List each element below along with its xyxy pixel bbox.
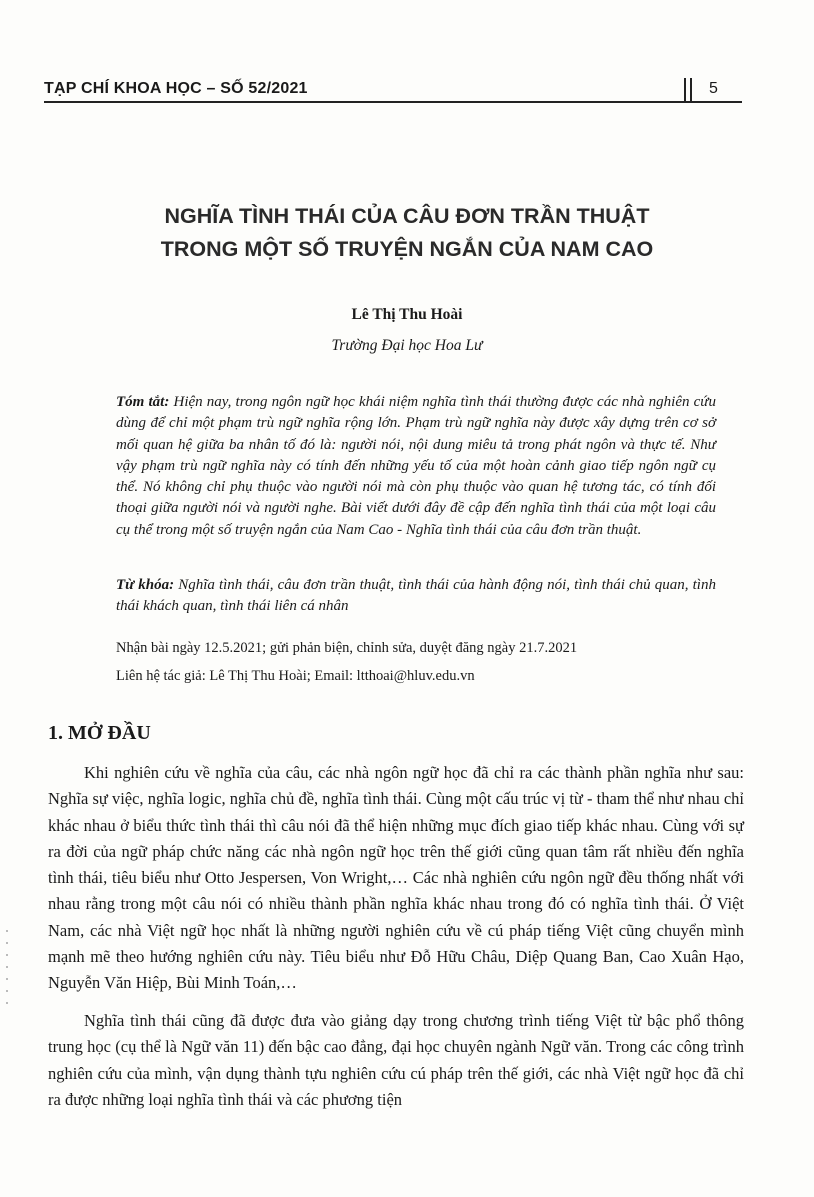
title-line-1: NGHĨA TÌNH THÁI CỦA CÂU ĐƠN TRẦN THUẬT [164,204,650,228]
scan-margin-marks [6,930,8,1010]
body-paragraph-1 [48,760,744,997]
paragraph-1-text: Khi nghiên cứu về nghĩa của câu, các nhà ngôn ngữ học đã chỉ ra các thành phần nghĩa như sau: Nghĩa sự việc, nghĩa logic, nghĩa chủ đề, nghĩa tình thái. Cùng một cấu trúc vị từ - tham thể như nhau chỉ khác nhau ở biểu thức tình thái thì câu nói đã thể hiện những mục đích giao tiếp khác nhau. Cùng với sự ra đời của ngữ pháp chức năng các nhà ngôn ngữ học trên thế giới cũng quan tâm rất nhiều đến nghĩa tình thái, tiêu biểu như Otto Jespersen, Von Wright,… Các nhà nghiên cứu ngôn ngữ đều thống nhất với nhau rằng trong một câu nói có nhiều thành phần nghĩa khác nhau trong đó có nghĩa tình thái. Ở Việt Nam, các nhà Việt ngữ học nhất là những người nghiên cứu về cú pháp tiếng Việt cũng chuyển mình mạnh mẽ theo hướng nghiên cứu này. Tiêu biểu như Đỗ Hữu Châu, Diệp Quang Ban, Cao Xuân Hạo, Nguyễn Văn Hiệp, Bùi Minh Toán,… [48,763,744,993]
abstract [116,392,716,541]
title-line-2: TRONG MỘT SỐ TRUYỆN NGẮN CỦA NAM CAO [160,237,654,261]
body-paragraph-2 [48,1008,744,1113]
received-date-line: Nhận bài ngày 12.5.2021; gửi phản biện, chỉnh sửa, duyệt đăng ngày 21.7.2021 [116,640,578,656]
author-contact-line: Liên hệ tác giả: Lê Thị Thu Hoài; Email: ltthoai@hluv.edu.vn [116,668,475,684]
keywords [116,575,716,618]
keywords-text: Nghĩa tình thái, câu đơn trần thuật, tình thái của hành động nói, tình thái chủ quan, tình thái khách quan, tình thái liên cá nhân [116,577,716,615]
abstract-label: Tóm tắt: [116,394,170,410]
abstract-text: Hiện nay, trong ngôn ngữ học khái niệm nghĩa tình thái thường được các nhà nghiên cứu dùng để chỉ một phạm trù ngữ nghĩa rộng lớn. Phạm trù ngữ nghĩa này được xây dựng trên cơ sở mối quan hệ giữa ba nhân tố đó là: người nói, nội dung miêu tả trong phát ngôn và thực tế. Như vậy phạm trù ngữ nghĩa này có tính đến những yếu tố của một hoàn cảnh giao tiếp ngôn ngữ cụ thể. Nó không chỉ phụ thuộc vào người nói mà còn phụ thuộc vào quan hệ tương tác, có tính đối thoại giữa người nói và người nghe. Bài viết dưới đây đề cập đến nghĩa tình thái của một loại câu cụ thể trong một số truyện ngắn của Nam Cao - Nghĩa tình thái của câu đơn trần thuật. [116,394,716,538]
header-rule [44,101,742,103]
keywords-label: Từ khóa: [116,577,175,593]
journal-name: TẠP CHÍ KHOA HỌC – SỐ 52/2021 [44,80,308,97]
page-number: 5 [709,80,718,97]
section-heading: 1. MỞ ĐẦU [48,722,151,744]
article-title [100,200,714,266]
author-name: Lê Thị Thu Hoài [351,306,463,323]
header-divider-bars [684,78,692,102]
paragraph-2-text: Nghĩa tình thái cũng đã được đưa vào giảng dạy trong chương trình tiếng Việt từ bậc phổ thông trung học (cụ thể là Ngữ văn 11) đến bậc cao đẳng, đại học chuyên ngành Ngữ văn. Trong các công trình nghiên cứu của mình, vận dụng thành tựu nghiên cứu cú pháp trên thế giới, các nhà Việt ngữ học đã chỉ ra được những loại nghĩa tình thái và các phương tiện [48,1011,744,1109]
author-affiliation: Trường Đại học Hoa Lư [331,337,483,354]
running-header [44,78,744,104]
